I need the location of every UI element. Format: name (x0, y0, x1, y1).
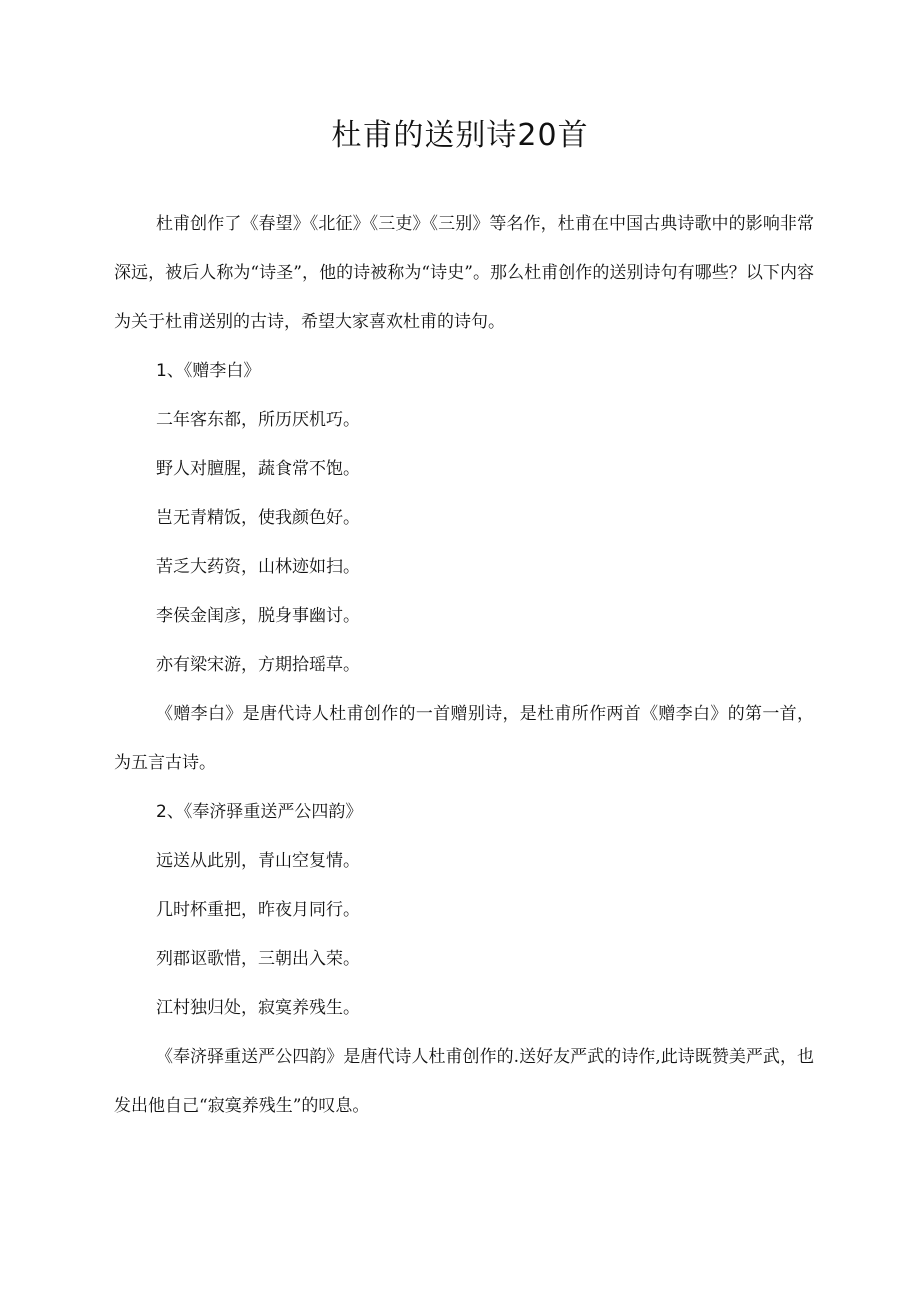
page-title: 杜甫的送别诗20首 (331, 118, 589, 153)
document-body (114, 200, 814, 1131)
poem-title: 《赠李白》 (183, 361, 261, 381)
poem-line: 二年客东都，所历厌机巧。 (156, 410, 360, 430)
poem-heading (114, 788, 814, 837)
poem-note: 《奉济驿重送严公四韵》是唐代诗人杜甫创作的.送好友严武的诗作,此诗既赞美严武，也发出他自己“寂寞养残生”的叹息。 (114, 1047, 814, 1116)
poem-note: 《赠李白》是唐代诗人杜甫创作的一首赠别诗，是杜甫所作两首《赠李白》的第一首，为五言古诗。 (114, 704, 814, 773)
poem-number: 2、 (156, 802, 184, 822)
poem-number: 1、 (156, 361, 184, 381)
poem-heading (114, 347, 814, 396)
poem-line: 远送从此别，青山空复情。 (156, 851, 360, 871)
poem-line: 列郡讴歌惜，三朝出入荣。 (156, 949, 360, 969)
poem-line: 野人对膻腥，蔬食常不饱。 (156, 459, 360, 479)
poem-line: 岂无青精饭，使我颜色好。 (156, 508, 360, 528)
poem-line: 李侯金闺彦，脱身事幽讨。 (156, 606, 360, 626)
poem-line: 亦有梁宋游，方期拾瑶草。 (156, 655, 360, 675)
poem-title: 《奉济驿重送严公四韵》 (183, 802, 363, 822)
poem-line: 苦乏大药资，山林迹如扫。 (156, 557, 360, 577)
poem-line: 几时杯重把，昨夜月同行。 (156, 900, 360, 920)
poem-line: 江村独归处，寂寞养残生。 (156, 998, 360, 1018)
intro-paragraph: 杜甫创作了《春望》《北征》《三吏》《三别》等名作，杜甫在中国古典诗歌中的影响非常深远，被后人称为“诗圣”，他的诗被称为“诗史”。那么杜甫创作的送别诗句有哪些？以下内容为关于杜甫送别的古诗，希望大家喜欢杜甫的诗句。 (114, 214, 814, 332)
